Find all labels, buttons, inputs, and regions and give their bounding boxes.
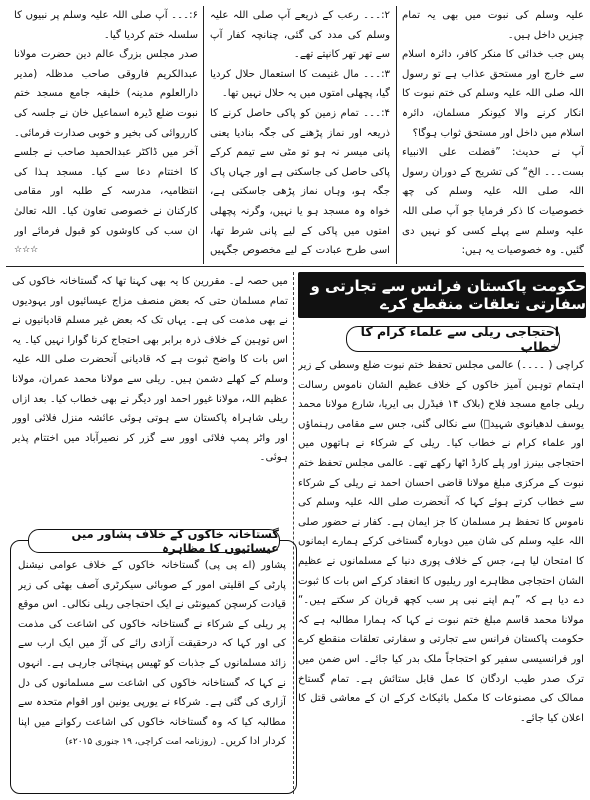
paragraph (18, 556, 286, 753)
section-divider (6, 266, 584, 267)
paragraph: ۴:۔۔۔ تمام زمین کو پاکی حاصل کرنے کا ذریعہ اور نماز پڑھنے کی جگہ بنادیا یعنی پانی میسر نہ ہو تو مٹی سے تیمم کرکے پاکی حاصل کی جاسکتی ہے اور جہاں پاک جگہ ہو، وہاں نماز پڑھی جاسکتی ہے، خواہ وہ مسجد ہو یا نہیں، وگرنہ پچھلی امتوں میں پاکی کے لیے پانی شرط تھا، اسی طرح عبادت کے لیے مخصوص جگہیں (210, 107, 390, 257)
headline: حکومت پاکستان فرانس سے تجارتی و سفارتی تعلقات منقطع کرے (298, 272, 586, 318)
paragraph: پس جب خدائی کا منکر کافر، دائرہ اسلام سے خارج اور مستحق عذاب ہے تو رسول اللہ صلی اللہ علیہ وسلم کی ختم نبوت کا انکار کرنے والا کیونکر مسلمان، دائرہ اسلام میں داخل اور مستحق ثواب ہوگا؟ (402, 49, 584, 139)
box-text: پشاور (اے پی پی) گستاخانہ خاکوں کے خلاف عوامی نیشنل پارٹی کے اقلیتی امور کے صوبائی سیکرٹری آصف بھٹی کی زیر قیادت کرسچن کمیونٹی نے ایک احتجاجی ریلی نکالی۔ اس موقع پر ریلی کے شرکاء نے گستاخانہ خاکوں کی اشاعت کی مذمت کی اور کہا کہ درحقیقت آزادی رائے کی آڑ میں ایک ارب سے زائد مسلمانوں کے جذبات کو ٹھیس پہنچائی جارہی ہے۔ انہوں نے کہا کہ گستاخانہ خاکوں کی اشاعت سے مسلمانوں کی دل آزاری کی گئی ہے۔ شرکاء نے یورپی یونین اور اقوام متحدہ سے مطالبہ کیا کہ وہ گستاخانہ خاکوں کی اشاعت رکوانے میں اپنا کردار ادا کریں۔ (18, 560, 286, 748)
top-column-middle (210, 6, 390, 264)
boxed-article-body (18, 556, 286, 788)
source-citation: (روزنامہ امت کراچی، ۱۹ جنوری ۲۰۱۵ء) (65, 737, 217, 748)
column-divider (203, 6, 204, 264)
paragraph: ۳:۔۔۔ مال غنیمت کا استعمال حلال کردیا گیا، پچھلی امتوں میں یہ حلال نہیں تھا۔ (210, 68, 390, 100)
paragraph (402, 261, 584, 264)
article-left-body (12, 272, 288, 522)
paragraph: آپ نے حدیث: ”فضلت علی الانبیاء بست۔۔۔ الخ“ کی تشریح کے دوران رسول اللہ صلی اللہ علیہ وسلم کی چھ خصوصیات کا ذکر فرمایا جو آپ صلی اللہ علیہ وسلم سے پہلے کسی کو نہیں دی گئیں۔ وہ خصوصیات یہ ہیں: (402, 147, 584, 257)
paragraph: میں حصہ لے۔ مقررین کا یہ بھی کہنا تھا کہ گستاخانہ خاکوں کی تمام مسلمان حتی کہ بعض منصف مزاج عیسائیوں اور یہودیوں نے بھی مذمت کی ہے۔ یہاں تک کہ بعض غیر مسلم قادیانیوں نے اس توہین کے خلاف ذرہ برابر بھی احتجاج کرنا گوارا نہیں کیا۔ یہ اس بات کا واضح ثبوت ہے کہ قادیانی آنحضرت صلی اللہ علیہ وسلم کے کھلے دشمن ہیں۔ ریلی سے مولانا محمد عمران، مولانا عظیم اللہ، مولانا غیور احمد اور دیگر نے بھی خطاب کیا۔ بعد ازاں ریلی شاہراہ پاکستان سے ہوتی ہوئی عائشہ منزل فلائی اوور اور واٹر پمپ فلائی اوور سے گزر کر نصیرآباد میں اختتام پذیر ہوئی۔ (12, 276, 288, 464)
article-right-body (298, 356, 584, 796)
paragraph: ۶:۔۔۔ آپ صلی اللہ علیہ وسلم پر نبیوں کا سلسلہ ختم کردیا گیا۔ (14, 10, 198, 41)
paragraph: صدر مجلس بزرگ عالم دین حضرت مولانا عبدالکریم فاروقی صاحب مدظلہ (مدیر دارالعلوم مدینہ) خلیفہ جامع مسجد ختم نبوت ضلع ڈیرہ اسماعیل خان نے جلسہ کی کارروائی کی بخیر و خوبی صدارت فرمائی۔ آخر میں ڈاکٹر عبدالحمید صاحب نے جلسے کا اختتام دعا سے کیا۔ مسجد ہذا کی انتظامیہ، مدرسہ کے طلبہ اور مقامی کارکنان نے خصوصی تعاون کیا۔ اللہ تعالیٰ ان سب کی کاوشوں کو قبول فرمائے اور (14, 49, 198, 237)
end-stars: ☆☆☆ (14, 245, 39, 255)
subheadline: احتجاجی ریلی سے علماء کرام کا خطاب (346, 326, 560, 352)
boxed-article-title: گستاخانہ خاکوں کے خلاف پشاور میں عیسائیوں کا مظاہرہ (28, 529, 280, 553)
top-column-left (14, 6, 198, 242)
paragraph: علیہ وسلم کی نبوت میں بھی یہ تمام چیزیں داخل ہیں۔ (402, 10, 584, 41)
paragraph: کراچی ( ۔۔۔۔) عالمی مجلس تحفظ ختم نبوت ضلع وسطی کے زیر اہتمام توہین آمیز خاکوں کے خلاف عظیم الشان ناموس رسالت ریلی جامع مسجد فلاح (بلاک ۱۴ فیڈرل بی ایریا، شارع مولانا محمد یوسف لدھیانوی شہیدؒ) سے نکالی گئی، جس سے مقامی رہنماؤں اور علماء کرام نے خطاب کیا۔ ریلی کے شرکاء نے ہاتھوں میں احتجاجی بینرز اور پلے کارڈ اٹھا رکھے تھے۔ عالمی مجلس تحفظ ختم نبوت کے مرکزی مبلغ مولانا قاضی احسان احمد نے ریلی کے شرکاء سے خطاب کرتے ہوئے کہا کہ آنحضرت صلی اللہ علیہ وسلم کی ناموس کا تحفظ ہر مسلمان کا جز ایمان ہے۔ کفار نے حضور صلی اللہ علیہ وسلم کی شان میں دوبارہ گستاخی کرکے ہمارے ایمانوں کا امتحان لیا ہے، جس کے خلاف پوری دنیا کے مسلمانوں نے عظیم الشان احتجاجی مظاہرے اور ریلیوں کا انعقاد کرکے اس بات کا ثبوت دے دیا ہے کہ ”ہم اپنے نبی پر سب کچھ قربان کر سکتے ہیں۔“ مولانا محمد قاسم مبلغ ختم نبوت نے کہا کہ ہمارا مطالبہ ہے کہ حکومت پاکستان فرانس سے تجارتی و سفارتی تعلقات منقطع کرے اور فرانسیسی سفیر کو احتجاجاً ملک بدر کیا جائے۔ اس ضمن میں ترک صدر طیب اردگان کا عمل قابل ستائش ہے۔ تمام گستاخ ممالک کی مصنوعات کا مکمل بائیکاٹ کرکے ان کے معاشی قتل کا اعلان کیا جائے۔ (298, 360, 584, 724)
paragraph: ۲:۔۔۔ رعب کے ذریعے آپ صلی اللہ علیہ وسلم کی مدد کی گئی، چنانچہ کفار آپ سے تھر تھر کانپتے تھے۔ (210, 10, 390, 61)
column-divider (396, 6, 397, 264)
top-column-right (402, 6, 584, 264)
